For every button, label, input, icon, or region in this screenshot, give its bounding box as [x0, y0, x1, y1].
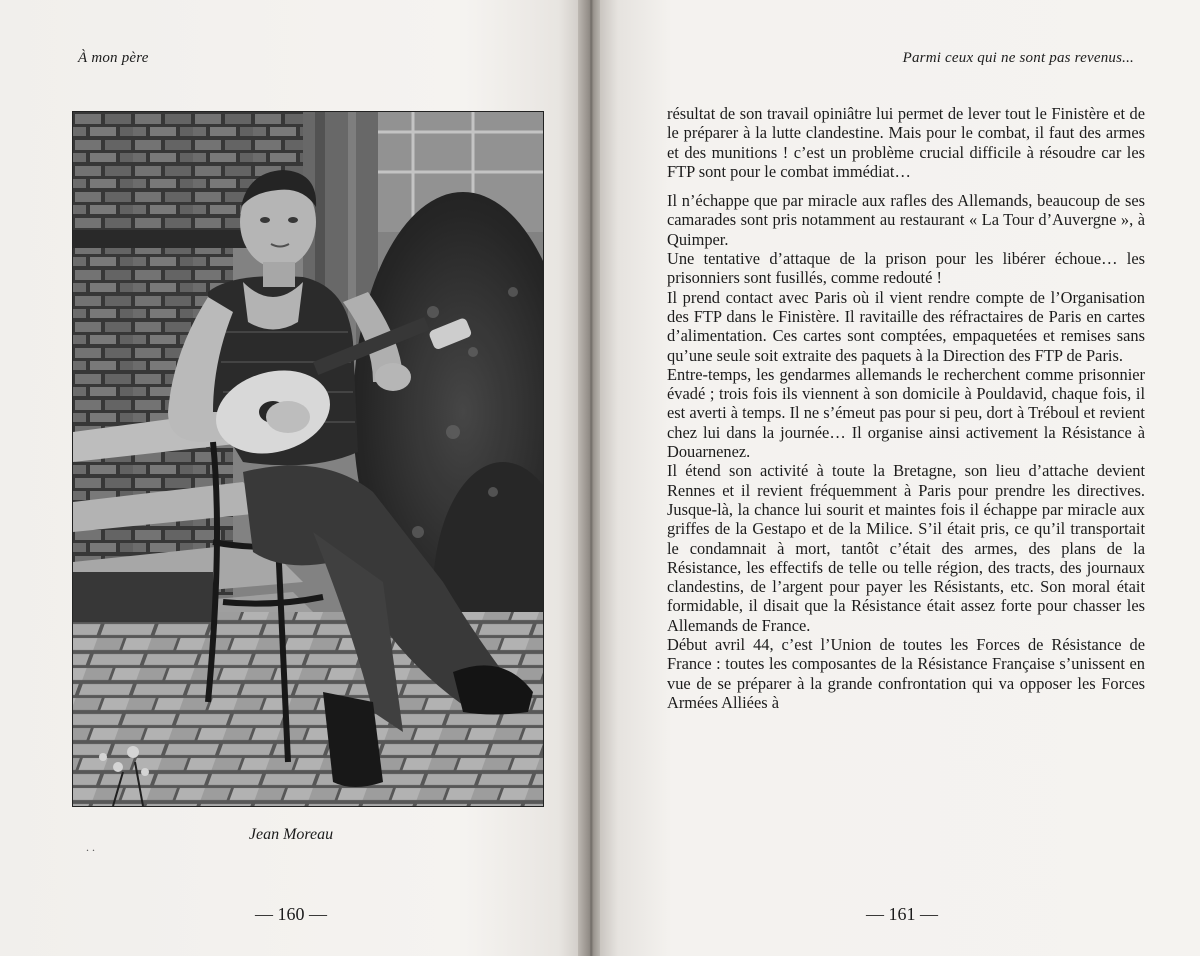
- paragraph: Une tentative d’attaque de la prison pour les libérer échoue… les prisonniers sont fusillés, comme redouté !: [667, 249, 1145, 288]
- paragraph: Il prend contact avec Paris où il vient rendre compte de l’Organisation des FTP dans le Finistère. Il ravitaille des réfractaires de Paris en cartes d’alimentation. Ces cartes sont comptées, empaquetées et remises sans qu’une seule soit extraite des paquets à la Direction des FTP de Paris.: [667, 287, 1145, 365]
- right-running-head: Parmi ceux qui ne sont pas revenus...: [902, 50, 1134, 66]
- right-page-number: — 161 —: [866, 904, 938, 924]
- body-text: [667, 104, 1145, 712]
- photo-caption: Jean Moreau: [248, 826, 334, 843]
- paragraph: Il étend son activité à toute la Bretagne, son lieu d’attache devient Rennes et il revient fréquemment à Paris pour prendre les directives. Jusque-là, la chance lui sourit et maintes fois il échappe par miracle aux griffes de la Gestapo et de la Milice. S’il était pris, ce qu’il transportait le condamnait à mort, tantôt c’était des armes, des plans de la Résistance, les effectifs de telle ou telle région, des tracts, des journaux clandestins, de l’argent pour payer les Résistants, etc. Son moral était formidable, il disait que la Résistance était assez forte pour chasser les Allemands de France.: [667, 461, 1145, 635]
- paragraph: résultat de son travail opiniâtre lui permet de lever tout le Finistère et de le préparer à la lutte clandestine. Mais pour le combat, il faut des armes et des munitions ! c’est un problème crucial difficile à résoudre car les FTP sont pour le combat immédiat…: [667, 104, 1145, 181]
- portrait-photo: [72, 111, 544, 807]
- left-page-number: — 160 —: [255, 904, 327, 924]
- print-mark: . .: [86, 840, 95, 854]
- left-page: [0, 0, 582, 956]
- paragraph: Entre-temps, les gendarmes allemands le recherchent comme prisonnier évadé ; trois fois ils viennent à son domicile à Pouldavid, chaque fois, il est averti à temps. Il ne s’émeut pas pour si peu, dort à Tréboul et revient chez lui dans la journée… Il organise ainsi activement la Résistance à Douarnenez.: [667, 364, 1145, 462]
- paragraph: Début avril 44, c’est l’Union de toutes les Forces de Résistance de France : toutes les composantes de la Résistance Française s’unissent en vue de se préparer à la grande confrontation qui va opposer les Forces Armées Alliées à: [667, 635, 1145, 712]
- left-running-head: À mon père: [78, 50, 149, 66]
- paragraph: Il n’échappe que par miracle aux rafles des Allemands, beaucoup de ses camarades sont pris notamment au restaurant « La Tour d’Auvergne », à Quimper.: [667, 191, 1145, 249]
